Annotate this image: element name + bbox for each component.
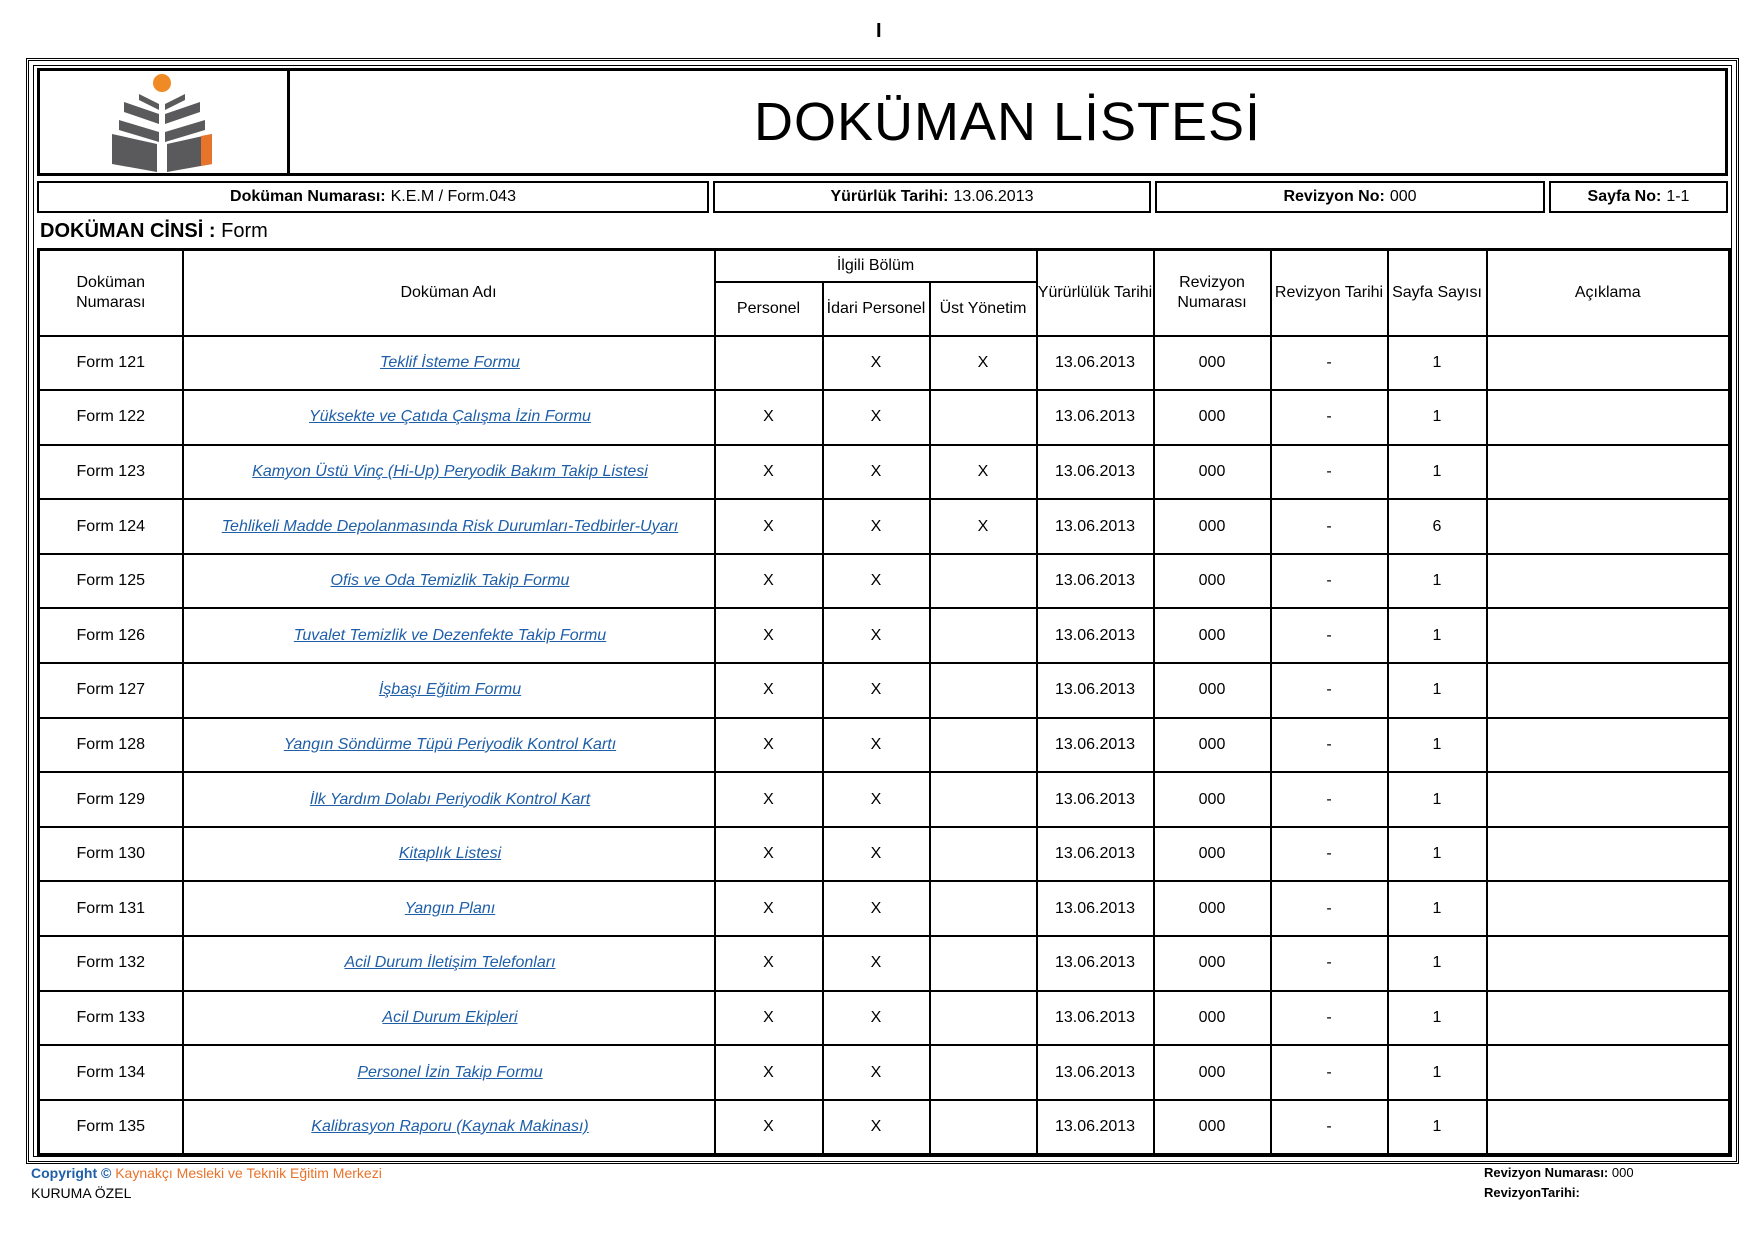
revision-number-cell: 000: [1154, 991, 1271, 1046]
table-row: [39, 499, 1730, 554]
doc-number-cell: Form 135: [39, 1100, 183, 1155]
page-count-cell: 1: [1388, 991, 1487, 1046]
doc-name-link[interactable]: Kitaplık Listesi: [398, 845, 502, 863]
page-count-cell: 1: [1388, 881, 1487, 936]
revision-number-cell: 000: [1154, 663, 1271, 718]
document-meta-bar: [37, 181, 1728, 213]
meta-doc-number: [37, 181, 709, 213]
header-revision-number: Revizyon Numarası: [1154, 250, 1271, 336]
doc-name-link[interactable]: Personel İzin Takip Formu: [357, 1063, 543, 1081]
page-count-cell: 1: [1388, 608, 1487, 663]
revision-number-cell: 000: [1154, 445, 1271, 500]
revision-date-cell: -: [1271, 554, 1388, 609]
notes-cell: [1487, 991, 1730, 1046]
doc-name-cell: [183, 390, 715, 445]
idari-personel-mark: X: [823, 663, 930, 718]
meta-effective-date: [713, 181, 1151, 213]
footer-revision-number-label: Revizyon Numarası:: [1484, 1165, 1609, 1180]
doc-name-link[interactable]: Yüksekte ve Çatıda Çalışma İzin Formu: [309, 408, 591, 426]
footer-left: [31, 1163, 382, 1203]
idari-personel-mark: X: [823, 936, 930, 991]
personel-mark: X: [715, 991, 823, 1046]
idari-personel-mark: X: [823, 1100, 930, 1155]
meta-effective-label: Yürürlük Tarihi:: [830, 188, 949, 205]
header-doc-number: Doküman Numarası: [39, 250, 183, 336]
meta-page-label: Sayfa No:: [1587, 188, 1662, 205]
notes-cell: [1487, 554, 1730, 609]
idari-personel-mark: X: [823, 991, 930, 1046]
header-notes: Açıklama: [1487, 250, 1730, 336]
page-count-cell: 1: [1388, 718, 1487, 773]
revision-number-cell: 000: [1154, 554, 1271, 609]
doc-name-cell: [183, 445, 715, 500]
table-row: [39, 881, 1730, 936]
document-list-table: [37, 248, 1731, 1156]
doc-name-cell: [183, 718, 715, 773]
ust-yonetim-mark: [930, 1100, 1037, 1155]
idari-personel-mark: X: [823, 390, 930, 445]
meta-effective-value: 13.06.2013: [953, 188, 1034, 205]
ust-yonetim-mark: [930, 608, 1037, 663]
effective-date-cell: 13.06.2013: [1037, 608, 1154, 663]
notes-cell: [1487, 499, 1730, 554]
header-related-dept: İlgili Bölüm: [715, 250, 1037, 282]
table-row: [39, 827, 1730, 882]
notes-cell: [1487, 718, 1730, 773]
page-count-cell: 1: [1388, 936, 1487, 991]
revision-number-cell: 000: [1154, 336, 1271, 391]
table-row: [39, 336, 1730, 391]
personel-mark: X: [715, 608, 823, 663]
personel-mark: X: [715, 827, 823, 882]
revision-date-cell: -: [1271, 336, 1388, 391]
meta-doc-number-label: Doküman Numarası:: [230, 188, 386, 205]
revision-number-cell: 000: [1154, 608, 1271, 663]
header-ust-yonetim: Üst Yönetim: [930, 282, 1037, 336]
notes-cell: [1487, 445, 1730, 500]
revision-date-cell: -: [1271, 1100, 1388, 1155]
personel-mark: X: [715, 718, 823, 773]
revision-number-cell: 000: [1154, 772, 1271, 827]
revision-number-cell: 000: [1154, 718, 1271, 773]
revision-date-cell: -: [1271, 608, 1388, 663]
page-count-cell: 1: [1388, 1045, 1487, 1100]
header-revision-date: Revizyon Tarihi: [1271, 250, 1388, 336]
doc-name-link[interactable]: Yangın Söndürme Tüpü Periyodik Kontrol Kartı: [283, 735, 617, 753]
idari-personel-mark: X: [823, 554, 930, 609]
idari-personel-mark: X: [823, 499, 930, 554]
doc-name-link[interactable]: Yangın Planı: [404, 899, 496, 917]
doc-name-cell: [183, 499, 715, 554]
idari-personel-mark: X: [823, 827, 930, 882]
page-count-cell: 1: [1388, 445, 1487, 500]
table-row: [39, 936, 1730, 991]
ust-yonetim-mark: [930, 991, 1037, 1046]
doc-name-cell: [183, 663, 715, 718]
revision-date-cell: -: [1271, 827, 1388, 882]
meta-page: [1549, 181, 1728, 213]
table-row: [39, 390, 1730, 445]
revision-date-cell: -: [1271, 445, 1388, 500]
notes-cell: [1487, 881, 1730, 936]
notes-cell: [1487, 663, 1730, 718]
ust-yonetim-mark: [930, 1045, 1037, 1100]
idari-personel-mark: X: [823, 445, 930, 500]
personel-mark: X: [715, 554, 823, 609]
page-count-cell: 1: [1388, 336, 1487, 391]
revision-number-cell: 000: [1154, 936, 1271, 991]
notes-cell: [1487, 608, 1730, 663]
doc-number-cell: Form 122: [39, 390, 183, 445]
effective-date-cell: 13.06.2013: [1037, 554, 1154, 609]
personel-mark: X: [715, 499, 823, 554]
idari-personel-mark: X: [823, 1045, 930, 1100]
effective-date-cell: 13.06.2013: [1037, 881, 1154, 936]
table-row: [39, 1100, 1730, 1155]
personel-mark: X: [715, 445, 823, 500]
idari-personel-mark: X: [823, 718, 930, 773]
ust-yonetim-mark: [930, 554, 1037, 609]
header-idari-personel: İdari Personel: [823, 282, 930, 336]
footer-revision-date-label: RevizyonTarihi:: [1484, 1185, 1580, 1200]
effective-date-cell: 13.06.2013: [1037, 663, 1154, 718]
header-page-count: Sayfa Sayısı: [1388, 250, 1487, 336]
revision-number-cell: 000: [1154, 499, 1271, 554]
ust-yonetim-mark: [930, 881, 1037, 936]
revision-number-cell: 000: [1154, 390, 1271, 445]
doc-number-cell: Form 128: [39, 718, 183, 773]
page-count-cell: 1: [1388, 827, 1487, 882]
doc-name-cell: [183, 881, 715, 936]
effective-date-cell: 13.06.2013: [1037, 827, 1154, 882]
doc-number-cell: Form 127: [39, 663, 183, 718]
ust-yonetim-mark: [930, 936, 1037, 991]
document-title: DOKÜMAN LİSTESİ: [753, 92, 1262, 152]
doc-name-cell: [183, 554, 715, 609]
revision-date-cell: -: [1271, 663, 1388, 718]
doc-name-cell: [183, 1045, 715, 1100]
footer-revision-number-value: 000: [1611, 1165, 1634, 1180]
revision-number-cell: 000: [1154, 1045, 1271, 1100]
table-body: [39, 336, 1730, 1155]
doc-number-cell: Form 129: [39, 772, 183, 827]
doc-name-cell: [183, 336, 715, 391]
ust-yonetim-mark: X: [930, 336, 1037, 391]
revision-number-cell: 000: [1154, 827, 1271, 882]
ust-yonetim-mark: [930, 718, 1037, 773]
doc-number-cell: Form 124: [39, 499, 183, 554]
ust-yonetim-mark: [930, 827, 1037, 882]
page-count-cell: 1: [1388, 1100, 1487, 1155]
effective-date-cell: 13.06.2013: [1037, 936, 1154, 991]
personel-mark: X: [715, 390, 823, 445]
doc-name-link[interactable]: İşbaşı Eğitim Formu: [378, 681, 522, 699]
doc-name-link[interactable]: Tuvalet Temizlik ve Dezenfekte Takip Formu: [293, 626, 607, 644]
page-marker: I: [876, 20, 882, 42]
document-header: [37, 68, 1728, 176]
footer-right: [1484, 1163, 1634, 1203]
doc-name-cell: [183, 608, 715, 663]
revision-date-cell: -: [1271, 991, 1388, 1046]
doc-name-cell: [183, 936, 715, 991]
revision-date-cell: -: [1271, 772, 1388, 827]
effective-date-cell: 13.06.2013: [1037, 499, 1154, 554]
doc-name-link[interactable]: Ofis ve Oda Temizlik Takip Formu: [330, 572, 570, 590]
doc-name-cell: [183, 827, 715, 882]
document-type: [40, 220, 268, 243]
ust-yonetim-mark: [930, 772, 1037, 827]
table-row: [39, 991, 1730, 1046]
notes-cell: [1487, 336, 1730, 391]
personel-mark: X: [715, 1045, 823, 1100]
doc-name-link[interactable]: Tehlikeli Madde Depolanmasında Risk Durumları-Tedbirler-Uyarı: [221, 517, 679, 535]
doc-number-cell: Form 131: [39, 881, 183, 936]
meta-revision-label: Revizyon No:: [1283, 188, 1385, 205]
table-row: [39, 445, 1730, 500]
organization-name: Kaynakçı Mesleki ve Teknik Eğitim Merkezi: [115, 1165, 382, 1181]
table-row: [39, 663, 1730, 718]
personel-mark: [715, 336, 823, 391]
doc-name-link[interactable]: Kalibrasyon Raporu (Kaynak Makinası): [311, 1117, 589, 1135]
doc-name-link[interactable]: Teklif İsteme Formu: [380, 353, 520, 371]
personel-mark: X: [715, 936, 823, 991]
notes-cell: [1487, 827, 1730, 882]
header-personel: Personel: [715, 282, 823, 336]
personel-mark: X: [715, 663, 823, 718]
ust-yonetim-mark: [930, 663, 1037, 718]
effective-date-cell: 13.06.2013: [1037, 336, 1154, 391]
ust-yonetim-mark: [930, 390, 1037, 445]
ust-yonetim-mark: X: [930, 499, 1037, 554]
personel-mark: X: [715, 1100, 823, 1155]
doc-name-cell: [183, 772, 715, 827]
page-count-cell: 6: [1388, 499, 1487, 554]
doc-number-cell: Form 125: [39, 554, 183, 609]
page-count-cell: 1: [1388, 554, 1487, 609]
doc-number-cell: Form 121: [39, 336, 183, 391]
notes-cell: [1487, 390, 1730, 445]
revision-date-cell: -: [1271, 881, 1388, 936]
header-effective-date: Yürürlülük Tarihi: [1037, 250, 1154, 336]
meta-revision-value: 000: [1389, 188, 1417, 205]
idari-personel-mark: X: [823, 881, 930, 936]
page-count-cell: 1: [1388, 663, 1487, 718]
personel-mark: X: [715, 881, 823, 936]
effective-date-cell: 13.06.2013: [1037, 1045, 1154, 1100]
effective-date-cell: 13.06.2013: [1037, 390, 1154, 445]
document-type-value: Form: [221, 220, 268, 242]
table-row: [39, 1045, 1730, 1100]
book-stack-logo-icon: [109, 72, 219, 172]
doc-number-cell: Form 133: [39, 991, 183, 1046]
private-label: KURUMA ÖZEL: [31, 1185, 132, 1201]
meta-revision: [1155, 181, 1545, 213]
doc-number-cell: Form 123: [39, 445, 183, 500]
idari-personel-mark: X: [823, 772, 930, 827]
doc-number-cell: Form 132: [39, 936, 183, 991]
doc-name-link[interactable]: Acil Durum Ekipleri: [382, 1008, 518, 1026]
document-type-label: DOKÜMAN CİNSİ :: [40, 220, 216, 242]
effective-date-cell: 13.06.2013: [1037, 445, 1154, 500]
personel-mark: X: [715, 772, 823, 827]
effective-date-cell: 13.06.2013: [1037, 718, 1154, 773]
doc-name-cell: [183, 991, 715, 1046]
revision-number-cell: 000: [1154, 1100, 1271, 1155]
revision-date-cell: -: [1271, 1045, 1388, 1100]
effective-date-cell: 13.06.2013: [1037, 1100, 1154, 1155]
doc-number-cell: Form 134: [39, 1045, 183, 1100]
table-row: [39, 718, 1730, 773]
copyright-label: Copyright ©: [31, 1165, 112, 1181]
revision-number-cell: 000: [1154, 881, 1271, 936]
notes-cell: [1487, 1100, 1730, 1155]
effective-date-cell: 13.06.2013: [1037, 991, 1154, 1046]
doc-number-cell: Form 130: [39, 827, 183, 882]
doc-number-cell: Form 126: [39, 608, 183, 663]
notes-cell: [1487, 936, 1730, 991]
header-doc-name: Doküman Adı: [183, 250, 715, 336]
table-row: [39, 608, 1730, 663]
meta-page-value: 1-1: [1666, 188, 1690, 205]
effective-date-cell: 13.06.2013: [1037, 772, 1154, 827]
ust-yonetim-mark: X: [930, 445, 1037, 500]
notes-cell: [1487, 772, 1730, 827]
table-row: [39, 772, 1730, 827]
logo-cell: [40, 71, 290, 173]
revision-date-cell: -: [1271, 499, 1388, 554]
table-row: [39, 554, 1730, 609]
revision-date-cell: -: [1271, 390, 1388, 445]
doc-name-link[interactable]: Acil Durum İletişim Telefonları: [344, 954, 556, 972]
page-count-cell: 1: [1388, 390, 1487, 445]
meta-doc-number-value: K.E.M / Form.043: [390, 188, 516, 205]
revision-date-cell: -: [1271, 718, 1388, 773]
idari-personel-mark: X: [823, 336, 930, 391]
page-count-cell: 1: [1388, 772, 1487, 827]
revision-date-cell: -: [1271, 936, 1388, 991]
idari-personel-mark: X: [823, 608, 930, 663]
doc-name-cell: [183, 1100, 715, 1155]
doc-name-link[interactable]: Kamyon Üstü Vinç (Hi-Up) Peryodik Bakım Takip Listesi: [252, 462, 648, 480]
notes-cell: [1487, 1045, 1730, 1100]
doc-name-link[interactable]: İlk Yardım Dolabı Periyodik Kontrol Kart: [309, 790, 591, 808]
